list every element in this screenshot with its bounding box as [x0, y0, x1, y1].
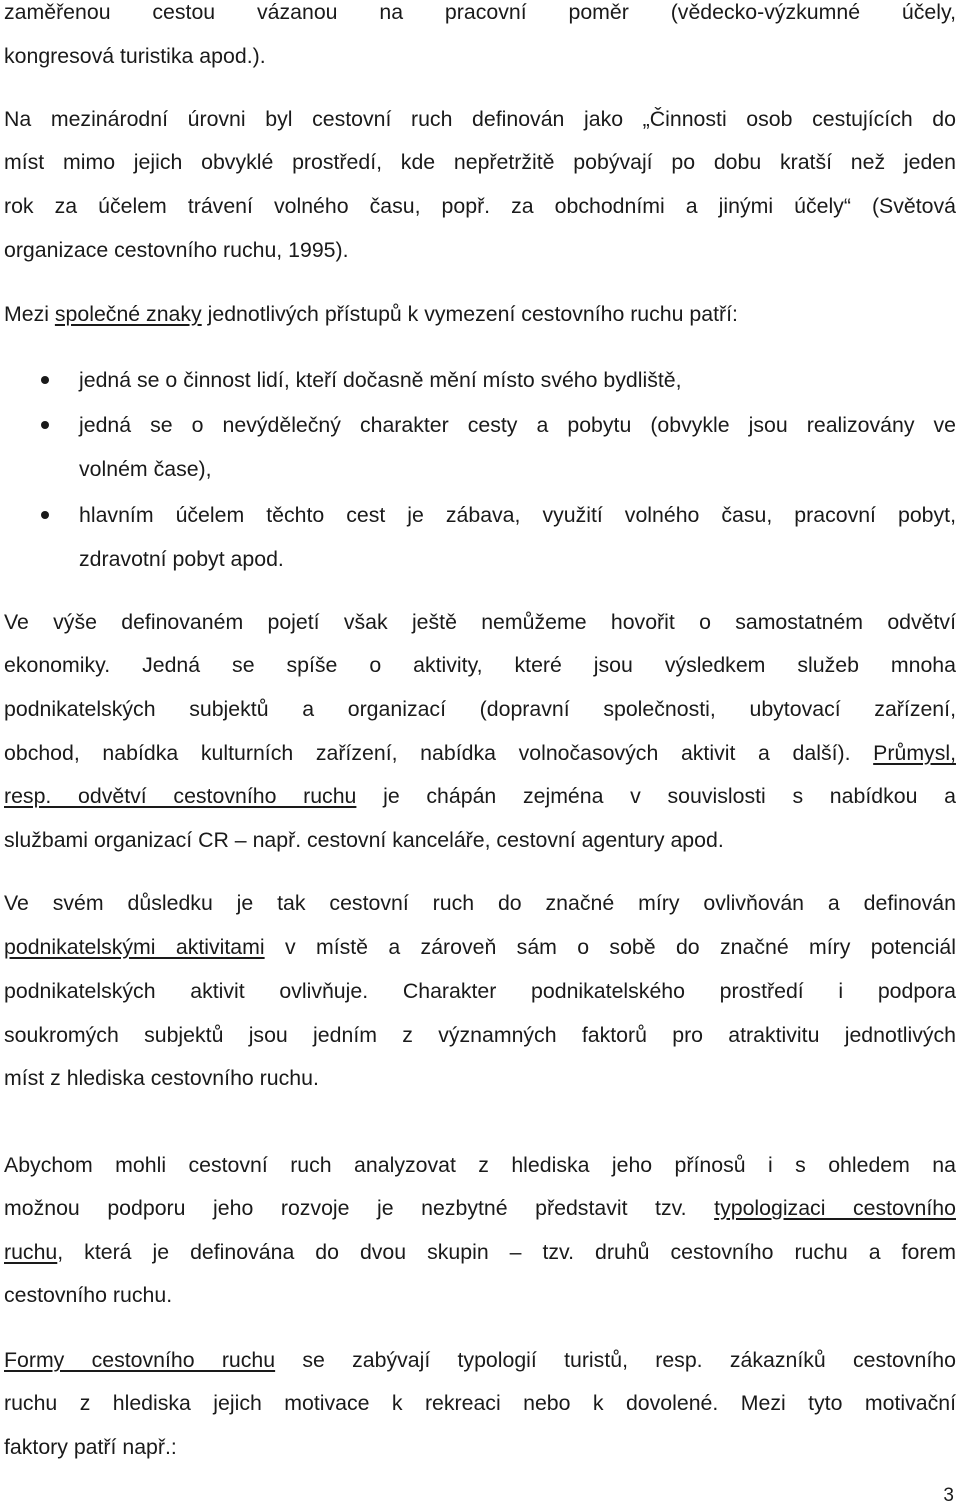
- forms-line-1: [4, 1338, 956, 1382]
- forms-line-3: faktory patří např.:: [4, 1435, 177, 1459]
- economy-line-4: [4, 731, 956, 775]
- business-line-1: Ve svém důsledku je tak cestovní ruch do značné míry ovlivňován a definován: [4, 891, 956, 915]
- definition-line-3: rok za účelem trávení volného času, popř. za obchodními a jinými účely“ (Světová: [4, 194, 956, 218]
- intro-line-1: zaměřenou cestou vázanou na pracovní poměr (vědecko-výzkumné účely,: [4, 0, 956, 24]
- bullet-2-line-1: jedná se o nevýdělečný charakter cesty a pobytu (obvykle jsou realizovány ve: [79, 413, 956, 437]
- economy-line-3: podnikatelských subjektů a organizací (dopravní společnosti, ubytovací zařízení,: [4, 697, 956, 721]
- bullet-dot-icon: [41, 511, 49, 519]
- bullet-1-line-1: jedná se o činnost lidí, kteří dočasně mění místo svého bydliště,: [79, 368, 682, 392]
- link-typologizace[interactable]: typologizaci cestovního: [714, 1196, 956, 1220]
- definition-line-4: organizace cestovního ruchu, 1995).: [4, 238, 349, 262]
- economy-line-5-text: je chápán zejména v souvislosti s nabídkou a: [356, 784, 956, 808]
- features-intro-pre: Mezi: [4, 302, 55, 326]
- business-line-5: míst z hlediska cestovního ruchu.: [4, 1066, 319, 1090]
- economy-line-6: službami organizací CR – např. cestovní kanceláře, cestovní agentury apod.: [4, 828, 724, 852]
- forms-line-2: ruchu z hlediska jejich motivace k rekreaci nebo k dovolené. Mezi tyto motivační: [4, 1391, 956, 1415]
- link-formy-cestovniho-ruchu[interactable]: Formy cestovního ruchu: [4, 1348, 276, 1372]
- typology-line-4: cestovního ruchu.: [4, 1283, 173, 1307]
- page-number: 3: [943, 1485, 954, 1506]
- link-odvetvi-cestovniho-ruchu[interactable]: resp. odvětví cestovního ruchu: [4, 784, 357, 808]
- definition-line-2: míst mimo jejich obvyklé prostředí, kde nepřetržitě pobývají po dobu kratší než jeden: [4, 150, 956, 174]
- forms-line-1-text: se zabývají typologií turistů, resp. zákazníků cestovního: [275, 1348, 956, 1372]
- typology-line-1: Abychom mohli cestovní ruch analyzovat z hlediska jeho přínosů i s ohledem na: [4, 1153, 956, 1177]
- business-line-4: soukromých subjektů jsou jedním z významných faktorů pro atraktivitu jednotlivých: [4, 1023, 956, 1047]
- bullet-2-line-2: volném čase),: [79, 457, 212, 481]
- link-prumysl[interactable]: Průmysl,: [873, 741, 956, 765]
- economy-line-5: [4, 774, 956, 818]
- typology-line-3-text: , která je definována do dvou skupin – tzv. druhů cestovního ruchu a forem: [57, 1240, 956, 1264]
- link-podnikatelske-aktivity[interactable]: podnikatelskými aktivitami: [4, 935, 265, 959]
- bullet-dot-icon: [41, 421, 49, 429]
- business-line-2: [4, 925, 956, 969]
- business-line-2-text: v místě a zároveň sám o sobě do značné míry potenciál: [264, 935, 957, 959]
- economy-line-4-text: obchod, nabídka kulturních zařízení, nabídka volnočasových aktivit a další).: [4, 741, 874, 765]
- typology-line-3: [4, 1230, 956, 1274]
- economy-line-2: ekonomiky. Jedná se spíše o aktivity, které jsou výsledkem služeb mnoha: [4, 653, 956, 677]
- link-ruchu[interactable]: ruchu: [4, 1240, 58, 1264]
- definition-line-1: Na mezinárodní úrovni byl cestovní ruch definován jako „Činnosti osob cestujících do: [4, 107, 956, 131]
- typology-line-2-text: možnou podporu jeho rozvoje je nezbytné představit tzv.: [4, 1196, 715, 1220]
- bullet-3-line-1: hlavním účelem těchto cest je zábava, využití volného času, pracovní pobyt,: [79, 503, 956, 527]
- intro-line-2: kongresová turistika apod.).: [4, 44, 266, 68]
- bullet-dot-icon: [41, 376, 49, 384]
- business-line-3: podnikatelských aktivit ovlivňuje. Charakter podnikatelského prostředí i podpora: [4, 979, 956, 1003]
- bullet-3-line-2: zdravotní pobyt apod.: [79, 547, 284, 571]
- features-intro-post: jednotlivých přístupů k vymezení cestovního ruchu patří:: [201, 302, 738, 326]
- link-spolecne-znaky[interactable]: společné znaky: [54, 302, 202, 326]
- features-intro: [4, 292, 956, 336]
- economy-line-1: Ve výše definovaném pojetí však ještě nemůžeme hovořit o samostatném odvětví: [4, 610, 956, 634]
- typology-line-2: [4, 1186, 956, 1230]
